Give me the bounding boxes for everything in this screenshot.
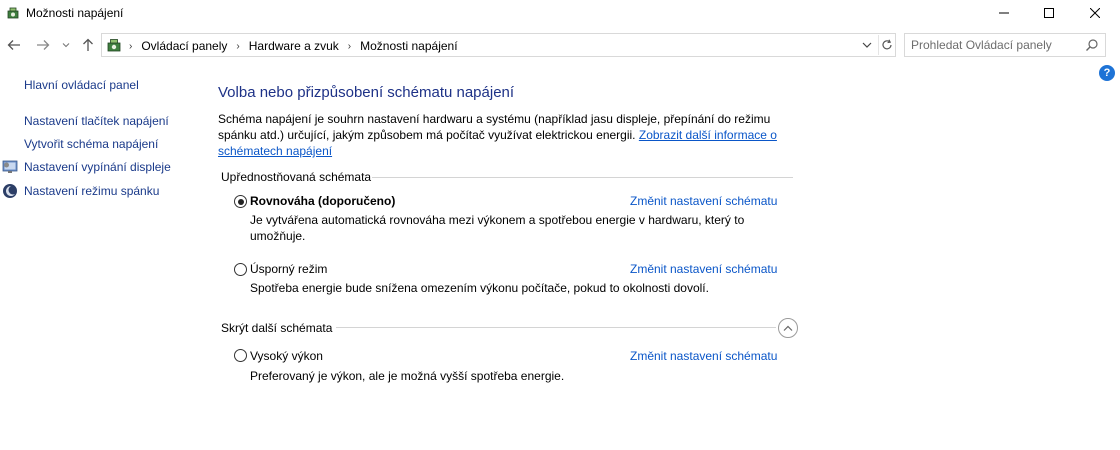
sidebar-item-display-off[interactable]: Nastavení vypínání displeje bbox=[24, 160, 171, 174]
search-box[interactable] bbox=[904, 33, 1106, 57]
collapse-button[interactable] bbox=[778, 318, 798, 338]
breadcrumb-control-panel[interactable]: Ovládací panely bbox=[141, 39, 228, 53]
minimize-icon bbox=[999, 8, 1009, 18]
plan-name-balanced[interactable]: Rovnováha (doporučeno) bbox=[250, 194, 396, 208]
breadcrumb-separator[interactable]: › bbox=[236, 40, 240, 52]
hide-plans-heading[interactable]: Skrýt další schémata bbox=[221, 321, 333, 335]
help-icon[interactable]: ? bbox=[1099, 65, 1115, 81]
maximize-icon bbox=[1044, 8, 1054, 18]
address-bar[interactable] bbox=[101, 33, 896, 57]
plan-radio-balanced[interactable] bbox=[234, 195, 247, 208]
plan-radio-high-performance[interactable] bbox=[234, 349, 247, 362]
divider bbox=[336, 327, 776, 328]
refresh-icon bbox=[881, 39, 893, 51]
chevron-down-icon bbox=[62, 42, 70, 48]
breadcrumb-hardware-sound[interactable]: Hardware a zvuk bbox=[248, 39, 339, 53]
breadcrumb-power-options[interactable]: Možnosti napájení bbox=[360, 39, 458, 53]
plan-description-balanced: Je vytvářena automatická rovnováha mezi výkonem a spotřebou energie v hardwaru, který to umožňuje. bbox=[250, 213, 745, 243]
power-options-icon bbox=[5, 5, 21, 21]
refresh-button[interactable] bbox=[878, 35, 895, 55]
plan-name-power-saver[interactable]: Úsporný režim bbox=[250, 262, 328, 276]
plan-description-high-performance: Preferovaný je výkon, ale je možná vyšší spotřeba energie. bbox=[250, 369, 565, 383]
plan-name-high-performance[interactable]: Vysoký výkon bbox=[250, 349, 323, 363]
minimize-button[interactable] bbox=[981, 0, 1027, 26]
more-info-link[interactable]: Zobrazit další informace o schématech napájení bbox=[218, 128, 777, 158]
sidebar-item-create-plan[interactable]: Vytvořit schéma napájení bbox=[24, 137, 159, 151]
preferred-plans-heading: Upřednostňovaná schémata bbox=[221, 170, 372, 184]
maximize-button[interactable] bbox=[1026, 0, 1072, 26]
chevron-down-icon[interactable] bbox=[860, 38, 874, 52]
plan-radio-power-saver[interactable] bbox=[234, 263, 247, 276]
sidebar-item-power-buttons[interactable]: Nastavení tlačítek napájení bbox=[24, 114, 169, 128]
description-text: Schéma napájení je souhrn nastavení hardwaru a systému (například jasu displeje, přepínání do režimu spánku atd.) určující, jakým způsobem má počítač využívat elektrickou energii. bbox=[218, 112, 771, 142]
arrow-up-icon bbox=[82, 38, 94, 52]
breadcrumb-separator[interactable]: › bbox=[129, 40, 133, 52]
sidebar-item-sleep[interactable]: Nastavení režimu spánku bbox=[24, 184, 160, 198]
monitor-icon bbox=[2, 159, 18, 175]
moon-icon bbox=[2, 183, 18, 199]
search-input[interactable] bbox=[909, 36, 1083, 54]
navigation-bar bbox=[0, 30, 1120, 60]
page-description bbox=[218, 111, 808, 159]
close-icon bbox=[1090, 8, 1100, 18]
back-button[interactable] bbox=[6, 37, 22, 53]
chevron-up-icon bbox=[783, 325, 793, 332]
forward-button[interactable] bbox=[35, 37, 51, 53]
window-title: Možnosti napájení bbox=[26, 6, 124, 20]
up-button[interactable] bbox=[80, 37, 96, 53]
recent-locations-button[interactable] bbox=[61, 37, 71, 53]
power-options-icon bbox=[105, 36, 123, 54]
change-plan-settings-link[interactable]: Změnit nastavení schématu bbox=[630, 349, 778, 363]
page-title: Volba nebo přizpůsobení schématu napájení bbox=[218, 84, 515, 101]
close-button[interactable] bbox=[1072, 0, 1118, 26]
arrow-right-icon bbox=[36, 39, 50, 51]
change-plan-settings-link[interactable]: Změnit nastavení schématu bbox=[630, 262, 778, 276]
divider bbox=[372, 177, 793, 178]
search-icon[interactable] bbox=[1085, 38, 1099, 52]
arrow-left-icon bbox=[7, 39, 21, 51]
breadcrumb-separator[interactable]: › bbox=[347, 40, 352, 52]
title-bar bbox=[0, 0, 1120, 26]
breadcrumb bbox=[129, 39, 458, 53]
plan-description-power-saver: Spotřeba energie bude snížena omezením výkonu počítače, pokud to okolnosti dovolí. bbox=[250, 281, 709, 295]
sidebar-item-control-panel-home[interactable]: Hlavní ovládací panel bbox=[24, 78, 139, 92]
change-plan-settings-link[interactable]: Změnit nastavení schématu bbox=[630, 194, 778, 208]
